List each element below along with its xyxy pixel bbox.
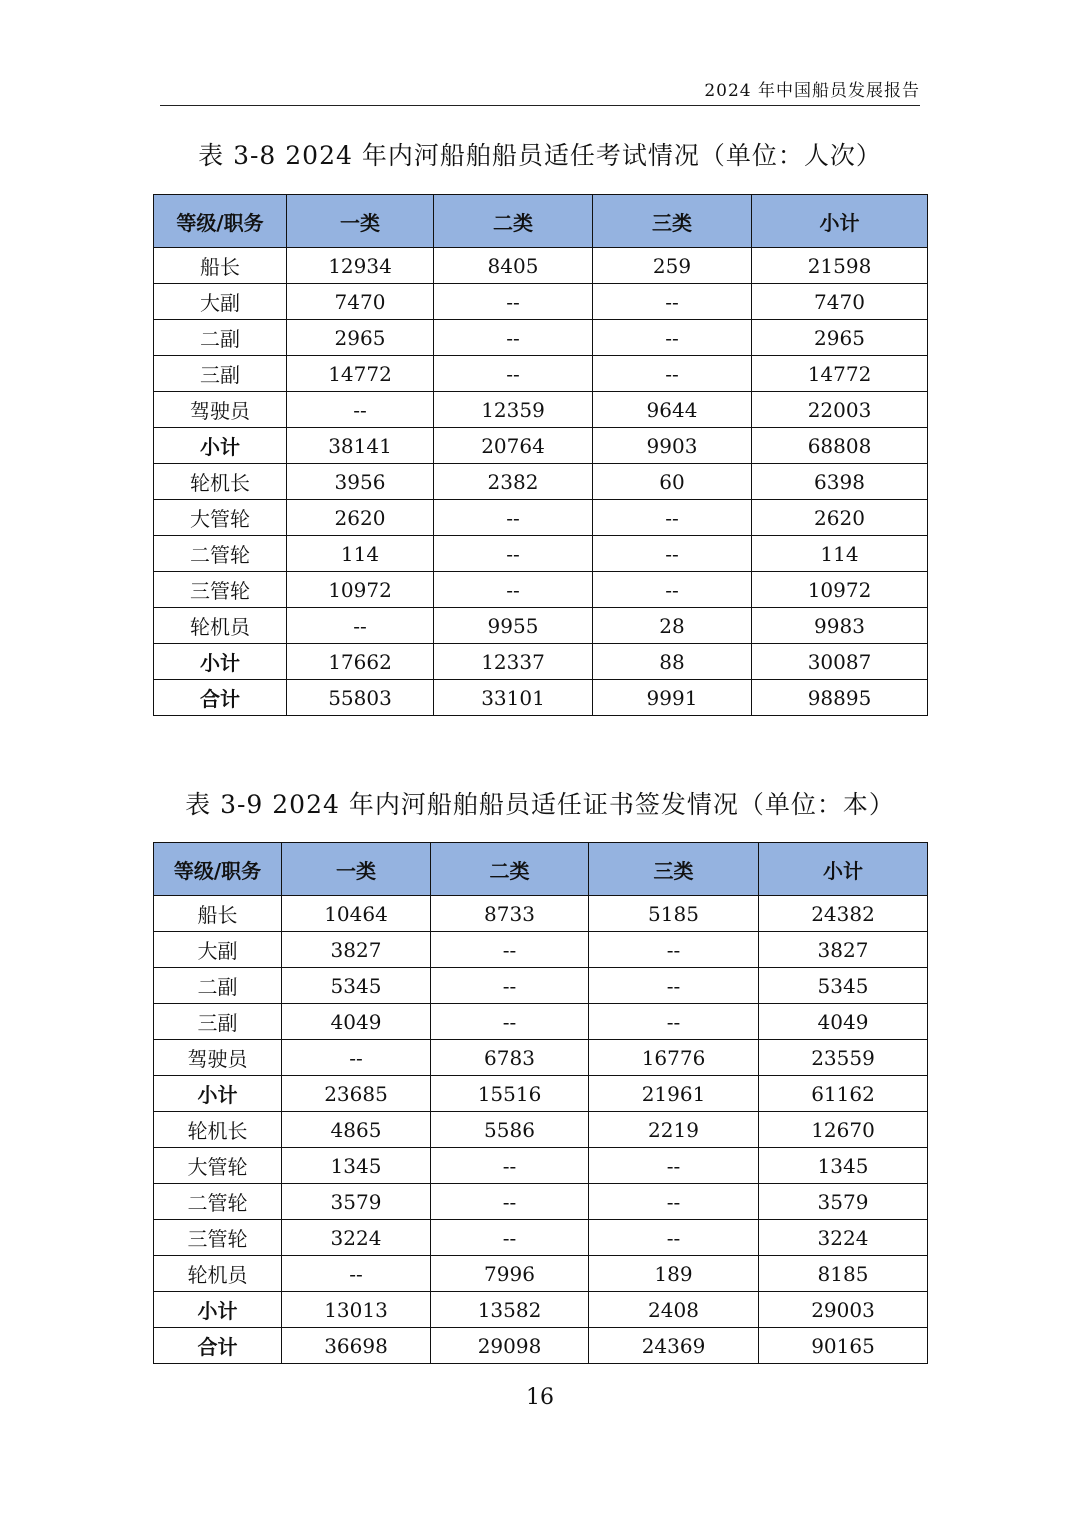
table-cell: -- <box>431 968 589 1004</box>
table-cell: 28 <box>593 608 752 644</box>
table-cell: -- <box>589 968 759 1004</box>
row-label: 合计 <box>154 1328 282 1364</box>
row-label: 三管轮 <box>154 1220 282 1256</box>
table-cell: 23559 <box>759 1040 928 1076</box>
exam-table <box>153 194 928 716</box>
table-cell: -- <box>431 932 589 968</box>
table-cell: 1345 <box>282 1148 431 1184</box>
running-header-title: 2024 年中国船员发展报告 <box>704 81 920 101</box>
table-cell: 13013 <box>282 1292 431 1328</box>
table-cell: 4049 <box>282 1004 431 1040</box>
table-row <box>154 1076 928 1112</box>
table-cell: -- <box>434 320 593 356</box>
table-1-title: 表 3-8 2024 年内河船舶船员适任考试情况（单位：人次） <box>198 141 882 170</box>
row-label: 小计 <box>154 1076 282 1112</box>
column-header: 等级/职务 <box>154 195 287 248</box>
table-cell: -- <box>431 1184 589 1220</box>
table-cell: 259 <box>593 248 752 284</box>
row-label: 二副 <box>154 968 282 1004</box>
table-cell: 10972 <box>287 572 434 608</box>
table-cell: 60 <box>593 464 752 500</box>
table-cell: 23685 <box>282 1076 431 1112</box>
table-cell: -- <box>287 608 434 644</box>
table-row <box>154 1292 928 1328</box>
table-cell: 8733 <box>431 896 589 932</box>
table-cell: -- <box>593 500 752 536</box>
table-cell: 114 <box>287 536 434 572</box>
table-cell: 29003 <box>759 1292 928 1328</box>
table-cell: 88 <box>593 644 752 680</box>
table-cell: 8185 <box>759 1256 928 1292</box>
column-header: 三类 <box>589 843 759 896</box>
table-cell: 12359 <box>434 392 593 428</box>
table-cell: -- <box>434 356 593 392</box>
table-cell: 15516 <box>431 1076 589 1112</box>
table-cell: 2620 <box>752 500 928 536</box>
table-cell: 7470 <box>287 284 434 320</box>
table-cell: 29098 <box>431 1328 589 1364</box>
table-cell: -- <box>589 1184 759 1220</box>
table-cell: 98895 <box>752 680 928 716</box>
table-row <box>154 572 928 608</box>
table-cell: 2219 <box>589 1112 759 1148</box>
table-row <box>154 1184 928 1220</box>
table-cell: -- <box>589 1004 759 1040</box>
table-row <box>154 644 928 680</box>
row-label: 轮机长 <box>154 464 287 500</box>
table-cell: 90165 <box>759 1328 928 1364</box>
row-label: 轮机员 <box>154 608 287 644</box>
table-header-row <box>154 843 928 896</box>
table-row <box>154 1112 928 1148</box>
table-cell: 4865 <box>282 1112 431 1148</box>
table-cell: 13582 <box>431 1292 589 1328</box>
table-cell: -- <box>593 572 752 608</box>
table-row <box>154 968 928 1004</box>
row-label: 二副 <box>154 320 287 356</box>
table-cell: 20764 <box>434 428 593 464</box>
table-cell: 30087 <box>752 644 928 680</box>
table-cell: 9644 <box>593 392 752 428</box>
table-row <box>154 896 928 932</box>
table-row <box>154 1004 928 1040</box>
table-cell: 9983 <box>752 608 928 644</box>
table-cell: 2408 <box>589 1292 759 1328</box>
table-row <box>154 248 928 284</box>
row-label: 驾驶员 <box>154 1040 282 1076</box>
table-cell: 2965 <box>752 320 928 356</box>
table-cell: -- <box>593 536 752 572</box>
table-row <box>154 1220 928 1256</box>
table-row <box>154 1256 928 1292</box>
table-header-row <box>154 195 928 248</box>
table-cell: 21961 <box>589 1076 759 1112</box>
row-label: 三副 <box>154 356 287 392</box>
table-cell: 9955 <box>434 608 593 644</box>
table-cell: -- <box>282 1256 431 1292</box>
table-cell: 6398 <box>752 464 928 500</box>
table-cell: 4049 <box>759 1004 928 1040</box>
table-cell: -- <box>434 572 593 608</box>
header-rule <box>160 105 920 106</box>
table-cell: 1345 <box>759 1148 928 1184</box>
table-cell: 14772 <box>752 356 928 392</box>
table-cell: 189 <box>589 1256 759 1292</box>
table-cell: -- <box>593 320 752 356</box>
table-cell: 3224 <box>282 1220 431 1256</box>
table-cell: 24369 <box>589 1328 759 1364</box>
table-cell: 22003 <box>752 392 928 428</box>
page-number: 16 <box>526 1385 554 1410</box>
table-cell: 24382 <box>759 896 928 932</box>
table-cell: -- <box>434 536 593 572</box>
row-label: 小计 <box>154 428 287 464</box>
table-cell: -- <box>431 1148 589 1184</box>
row-label: 二管轮 <box>154 1184 282 1220</box>
table-cell: -- <box>593 356 752 392</box>
table-row <box>154 320 928 356</box>
table-cell: 7470 <box>752 284 928 320</box>
certificate-table <box>153 842 928 1364</box>
table-cell: 9991 <box>593 680 752 716</box>
table-cell: 2965 <box>287 320 434 356</box>
table-row <box>154 284 928 320</box>
column-header: 等级/职务 <box>154 843 282 896</box>
row-label: 大副 <box>154 932 282 968</box>
row-label: 大管轮 <box>154 500 287 536</box>
table-row <box>154 500 928 536</box>
row-label: 船长 <box>154 248 287 284</box>
table-cell: 21598 <box>752 248 928 284</box>
column-header: 一类 <box>282 843 431 896</box>
table-cell: -- <box>282 1040 431 1076</box>
table-cell: 12670 <box>759 1112 928 1148</box>
table-row <box>154 1148 928 1184</box>
table-cell: -- <box>593 284 752 320</box>
row-label: 轮机员 <box>154 1256 282 1292</box>
table-cell: 3956 <box>287 464 434 500</box>
table-cell: 16776 <box>589 1040 759 1076</box>
table-cell: -- <box>287 392 434 428</box>
table-cell: 2620 <box>287 500 434 536</box>
table-cell: 5586 <box>431 1112 589 1148</box>
table-cell: 5185 <box>589 896 759 932</box>
table-row <box>154 536 928 572</box>
table-cell: 114 <box>752 536 928 572</box>
table-cell: 2382 <box>434 464 593 500</box>
table-cell: 6783 <box>431 1040 589 1076</box>
column-header: 小计 <box>752 195 928 248</box>
table-row <box>154 608 928 644</box>
table-cell: 14772 <box>287 356 434 392</box>
table-cell: 68808 <box>752 428 928 464</box>
table-cell: 3224 <box>759 1220 928 1256</box>
row-label: 轮机长 <box>154 1112 282 1148</box>
column-header: 二类 <box>431 843 589 896</box>
table-cell: 61162 <box>759 1076 928 1112</box>
table-cell: 8405 <box>434 248 593 284</box>
table-cell: 55803 <box>287 680 434 716</box>
table-row <box>154 464 928 500</box>
table-cell: 38141 <box>287 428 434 464</box>
table-cell: 3579 <box>282 1184 431 1220</box>
table-cell: 12337 <box>434 644 593 680</box>
table-cell: 5345 <box>282 968 431 1004</box>
row-label: 小计 <box>154 1292 282 1328</box>
row-label: 三副 <box>154 1004 282 1040</box>
table-cell: 5345 <box>759 968 928 1004</box>
row-label: 二管轮 <box>154 536 287 572</box>
table-cell: -- <box>434 284 593 320</box>
row-label: 大管轮 <box>154 1148 282 1184</box>
table-row <box>154 1040 928 1076</box>
row-label: 驾驶员 <box>154 392 287 428</box>
table-cell: -- <box>589 1148 759 1184</box>
table-cell: 9903 <box>593 428 752 464</box>
row-label: 大副 <box>154 284 287 320</box>
table-cell: 3827 <box>282 932 431 968</box>
table-cell: 3579 <box>759 1184 928 1220</box>
table-row <box>154 932 928 968</box>
table-cell: 7996 <box>431 1256 589 1292</box>
table-cell: -- <box>589 1220 759 1256</box>
table-row <box>154 428 928 464</box>
table-cell: 3827 <box>759 932 928 968</box>
table-cell: 36698 <box>282 1328 431 1364</box>
table-cell: -- <box>434 500 593 536</box>
table-row <box>154 1328 928 1364</box>
column-header: 三类 <box>593 195 752 248</box>
table-cell: -- <box>589 932 759 968</box>
table-cell: -- <box>431 1004 589 1040</box>
table-cell: 33101 <box>434 680 593 716</box>
table-cell: 12934 <box>287 248 434 284</box>
table-2-title: 表 3-9 2024 年内河船舶船员适任证书签发情况（单位：本） <box>185 790 895 819</box>
table-cell: 10972 <box>752 572 928 608</box>
table-cell: -- <box>431 1220 589 1256</box>
table-row <box>154 356 928 392</box>
row-label: 合计 <box>154 680 287 716</box>
column-header: 二类 <box>434 195 593 248</box>
row-label: 三管轮 <box>154 572 287 608</box>
table-cell: 17662 <box>287 644 434 680</box>
row-label: 船长 <box>154 896 282 932</box>
column-header: 小计 <box>759 843 928 896</box>
table-row <box>154 680 928 716</box>
row-label: 小计 <box>154 644 287 680</box>
column-header: 一类 <box>287 195 434 248</box>
table-row <box>154 392 928 428</box>
table-cell: 10464 <box>282 896 431 932</box>
